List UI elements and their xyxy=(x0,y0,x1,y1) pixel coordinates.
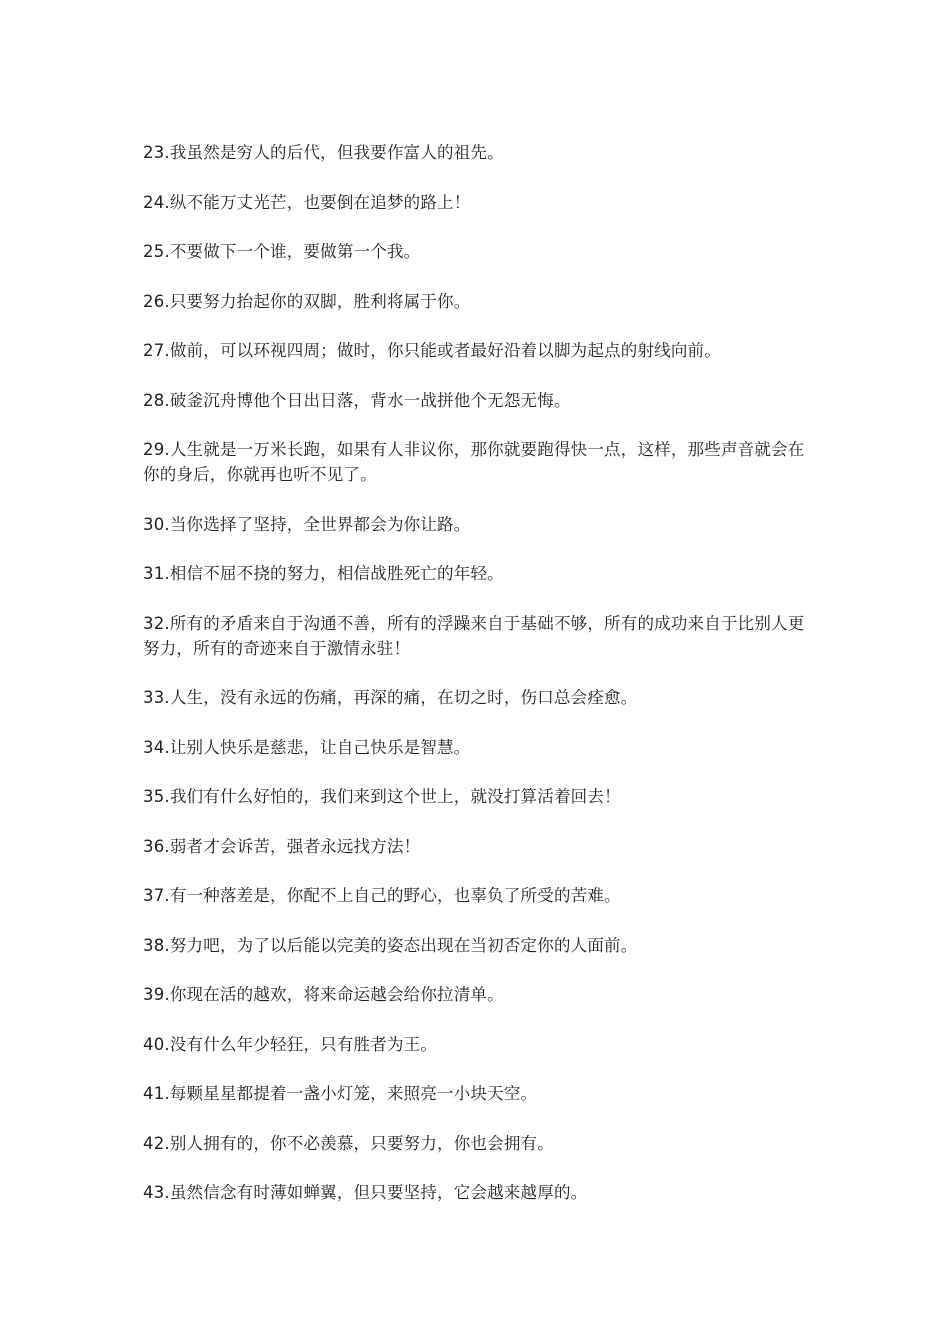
quote-item: 42.别人拥有的，你不必羡慕，只要努力，你也会拥有。 xyxy=(143,1133,554,1153)
quote-item: 41.每颗星星都提着一盏小灯笼，来照亮一小块天空。 xyxy=(143,1084,538,1103)
quote-item: 36.弱者才会诉苦，强者永远找方法！ xyxy=(143,836,421,856)
quote-item: 39.你现在活的越欢，将来命运越会给你拉清单。 xyxy=(143,985,504,1004)
quote-item: 33.人生，没有永远的伤痛，再深的痛，在切之时，伤口总会痊愈。 xyxy=(143,688,638,707)
quote-item: 24.纵不能万丈光芒，也要倒在追梦的路上！ xyxy=(143,192,471,212)
quote-item: 26.只要努力抬起你的双脚，胜利将属于你。 xyxy=(143,291,471,311)
quote-item: 43.虽然信念有时薄如蝉翼，但只要坚持，它会越来越厚的。 xyxy=(143,1183,588,1202)
quote-item: 30.当你选择了坚持，全世界都会为你让路。 xyxy=(143,514,471,534)
quote-list xyxy=(143,140,813,1230)
quote-item: 25.不要做下一个谁，要做第一个我。 xyxy=(143,242,421,261)
quote-item: 23.我虽然是穷人的后代，但我要作富人的祖先。 xyxy=(143,143,504,162)
quote-item: 40.没有什么年少轻狂，只有胜者为王。 xyxy=(143,1034,438,1054)
quote-item: 38.努力吧，为了以后能以完美的姿态出现在当初否定你的人面前。 xyxy=(143,935,638,955)
quote-item: 27.做前，可以环视四周；做时，你只能或者最好沿着以脚为起点的射线向前。 xyxy=(143,341,721,360)
quote-item: 32.所有的矛盾来自于沟通不善，所有的浮躁来自于基础不够，所有的成功来自于比别人更努力，所有的奇迹来自于激情永驻！ xyxy=(143,613,805,658)
quote-item: 35.我们有什么好怕的，我们来到这个世上，就没打算活着回去！ xyxy=(143,787,621,806)
quote-item: 31.相信不屈不挠的努力，相信战胜死亡的年轻。 xyxy=(143,564,504,583)
quote-item: 37.有一种落差是，你配不上自己的野心，也辜负了所受的苦难。 xyxy=(143,886,621,905)
quote-item: 29.人生就是一万米长跑，如果有人非议你，那你就要跑得快一点，这样，那些声音就会在你的身后，你就再也听不见了。 xyxy=(143,440,805,484)
quote-item: 34.让别人快乐是慈悲，让自己快乐是智慧。 xyxy=(143,737,471,757)
quote-item: 28.破釜沉舟博他个日出日落，背水一战拼他个无怨无悔。 xyxy=(143,390,571,410)
